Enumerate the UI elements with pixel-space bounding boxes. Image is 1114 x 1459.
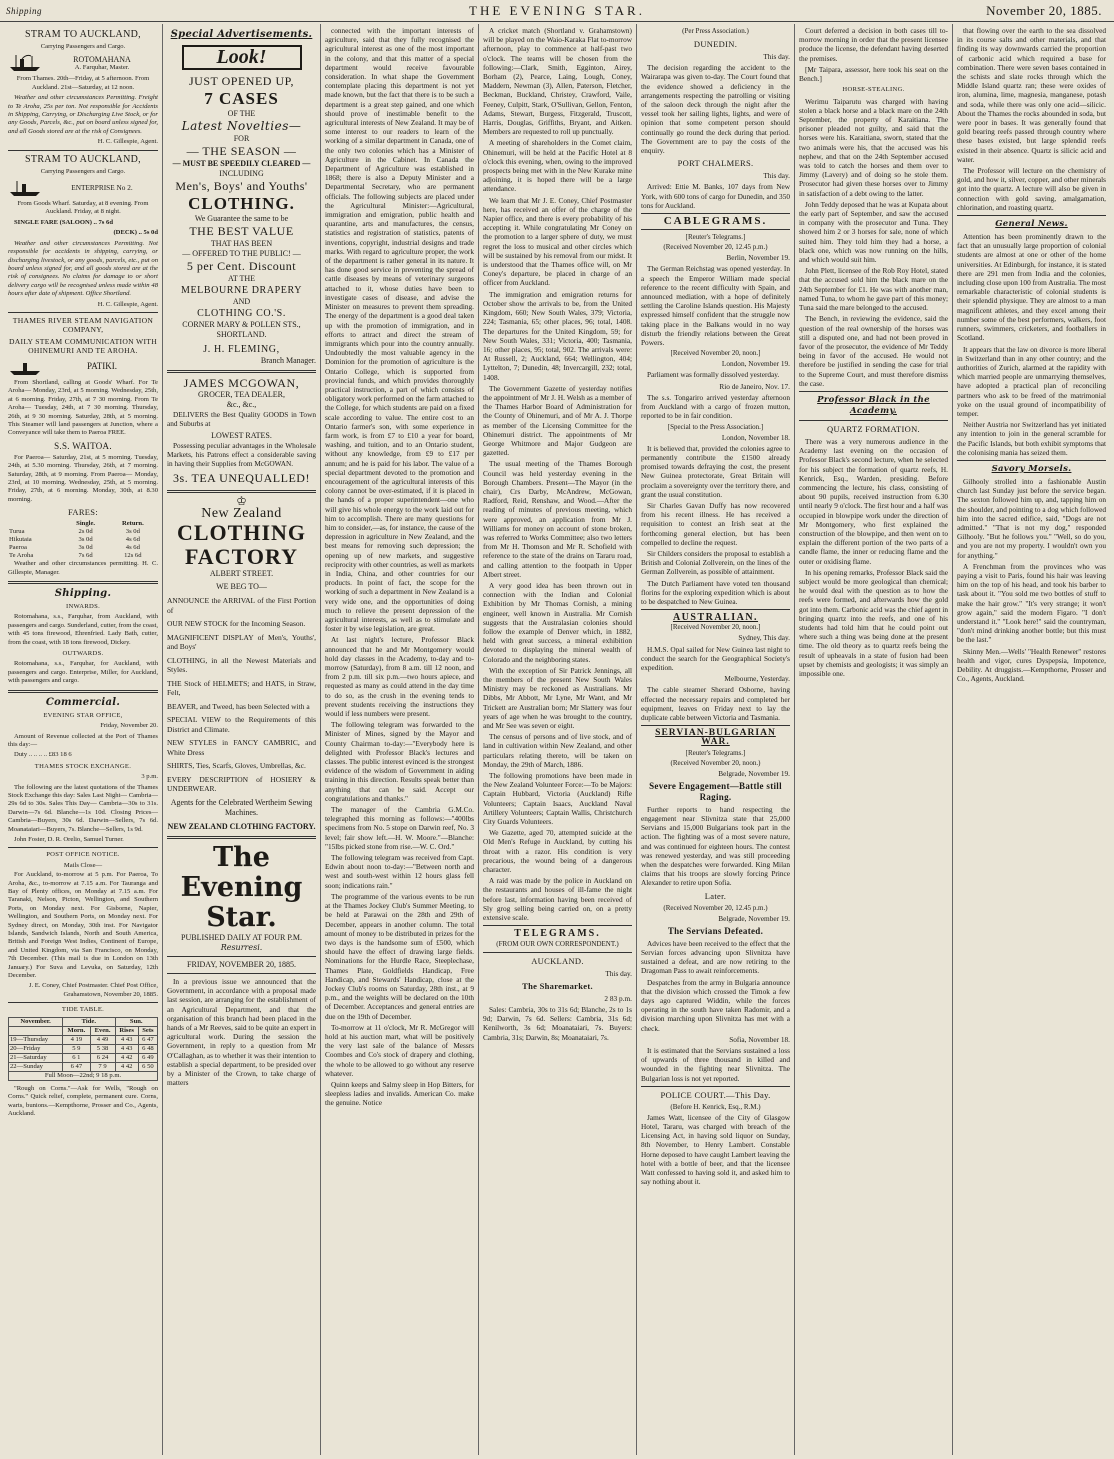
ship1-master: A. Farquhar, Master. <box>74 63 130 71</box>
inwards-heading: INWARDS. <box>65 603 101 611</box>
rough-on-corns: "Rough on Corns."—Ask for Wells, "Rough on Corns." Quick relief, complete, permanent cure. Corns, warts, bunions.—Kempthorne, Prosser and Co., Agents, Auckland. <box>8 1084 158 1117</box>
port-date: This day. <box>763 171 790 181</box>
article-text: connected with the important interests of agriculture, said that they fully recognised the agricultural interest as one of the most important in the colony, and that this matter of a special department would receive favourable consideration. In what shape the Government contemplate placing this department is not yet made known, but the fact that there is to be such a department is a great step gained, and one which should prove of inestimable benefit to the agricultural interests of New Zealand. It may be of some interest to our readers to learn of the working of a similar department in Canada, one of the only two colonies which has a Minister of Agriculture in the Cabinet. In Canada the Department of Agriculture was established in 1868; there is also a Deputy Minister and a Departmental Secretary, who are permanent officials. The following subjects are placed under the Agricultural Minister:—Agricultural, immigration and emigration, public health and quarantine, arts and manufactures, the census, statistics and registration of statistics, patents of inventions, copyright, industrial designs and trade marks. With regard to agriculture proper, the work of the department is rather general in its nature. It has done good service in preventing the spread of cattle diseases by means of veterinary surgeons attached to it, whose duties have been to investigate cases of disease, and advise the Minister on measures to prevent them spreading. The energy of the department is a good deal taken up with the promotion of immigration, and in efforts to attract and direct the stream of immigrants which pour into the country annually. Undoubtedly the most valuable agency in the Dominion for the promotion of agriculture is the Ontario College, which is supported from provincial funds, and which provides thoroughly practical instruction, a part of which consists of obligatory work performed on the farm attached to the College, for which students are paid on a fixed scale according to value. The entire cost to an Ontario farmer's son, with some experience in farm work, is from £7 to £10 a year for board, washing, and tuition, and to an Ontario student, without any knowledge, from £9 to £17 per annum; and he is paid for his labor. The value of a special department devoted to the promotion and encouragement of the agricultural interests of this colony cannot be over-estimated, if it is placed in the hands of a proper superintendent—one who will give his whole energy to the work laid out for him to accomplish. There are many questions for him to consider,—as, for instance, the cause of the depression in agriculture in New Zealand, and the best means for removing such depression; the opening up of new markets, and suggestive reciprocity with other countries, as well as markets in India, China, and other countries for our products. In point of fact, the scope for the working of such a department in New Zealand is a very wide one, and the opportunities of doing much to relieve the present depression of the agricultural interests, as well as to stimulate and foster it by wise legislation, are great. <box>325 26 474 634</box>
steamer-icon <box>8 53 42 73</box>
fares-col: Return. <box>121 520 144 528</box>
fares-table <box>8 520 158 560</box>
defeated-heading: The Servians Defeated. <box>667 925 764 936</box>
article-text: A meeting of shareholders in the Comet claim, Ohinemuri, will be held at the Pacific Hotel at 8 o'clock this evening, when, owing to the improved prospects being met with in the New Kurake mine adjoining, it is hoped there will be a large attendance. <box>483 138 632 194</box>
beg-item <box>167 596 316 615</box>
fares-cell: Paeroa <box>9 544 27 552</box>
beg-item <box>167 715 316 734</box>
stram-heading: STRAM TO AUCKLAND, <box>25 29 141 40</box>
office-text: Amount of Revenue collected at the Port of Thames this day:— <box>8 732 158 748</box>
fares-cell: 3s 0d <box>78 536 93 544</box>
guarantee-line: We Guarantee the same to be <box>194 214 289 224</box>
later-heading: Later. <box>704 890 727 901</box>
fleming: J. H. FLEMING, <box>203 344 280 356</box>
shipping-heading: Shipping. <box>54 588 112 600</box>
article-text: We Gazette, aged 70, attempted suicide at the Old Men's Refuge in Auckland, by cutting his throat with a razor. His condition is very precarious, the wound being of a dangerous character. <box>483 828 632 875</box>
cablegrams-heading: CABLEGRAMS. <box>663 215 768 228</box>
beg-item <box>167 775 316 794</box>
special-ads-heading: Special Advertisements. <box>170 29 313 40</box>
mcgowan: JAMES MCGOWAN, <box>183 376 300 391</box>
pa-heading: (Per Press Association.) <box>682 27 749 35</box>
tide-subcol: Rises <box>115 1026 138 1035</box>
commercial-heading: Commercial. <box>45 696 121 708</box>
exchange-heading: THAMES STOCK EXCHANGE. <box>34 762 132 770</box>
beg-item <box>167 679 316 698</box>
police-text: James Watt, licensee of the City of Glasgow Hotel, Tararu, was charged with breach of the Licensing Act, in having sold liquor on Sunday, 8th November, to Henry Lambert. Constable Horne deposed to have caught Lambert leaving the hotel with a bottle of beer, and that the licensee Watt confessed to having sold it, and asked him to say nothing about it. <box>641 1112 790 1187</box>
melbourne-text: The cable steamer Sherard Osborne, having effected the necessary repairs and completed her equipment, leaves on Friday next to lay the duplicate cable between Victoria and Tasmania. <box>641 685 790 722</box>
fares-cell: 7s 6d <box>78 552 93 560</box>
divider <box>8 150 158 151</box>
divider <box>167 973 316 974</box>
sydney-text: H.M.S. Opal sailed for New Guinea last night to conduct the search for the Geographical Society's expedition. <box>641 644 790 672</box>
tide-cell: 6 48 <box>138 1044 157 1053</box>
ship1-note: Weather and other circumstances Permitting. Freight to Te Aroha, 25s per ton. Not responsible for Accidents in Shipping, Carrying, or Discharging Live Stock, or for any Goods, Parcels, &c., put on board unless signed for, and all Goods stored are at the risk of Consignees. <box>8 94 158 135</box>
quartz-cont-text: The Professor will lecture on the chemistry of gold, and how it, silver, copper, and other minerals got into the quartz. A lecture will also be given in connection with gold saving, amalgamation, chlorination, and roasting quartz. <box>957 166 1106 212</box>
fare-line-1: SINGLE FARE (SALOON) .. 7s 6d <box>14 218 113 226</box>
fares-cell: 3s 0d <box>78 544 93 552</box>
sharemarket-text: Sales: Cambria, 30s to 31s 6d; Blanche, 2s to 1s 9d; Darwin, 7s 6d. Sellers: Cambria, 31s 6d; Kenilworth, 3s 6d; Moanataiari, 7s. Buyers: Cambria, 31s; Darwin, 8s; Moanataiari, 7s. <box>483 1004 632 1042</box>
ship3-text: From Shortland, calling at Goods' Wharf. For Te Aroha— Monday, 23rd, at 5 morning. Wednesday, 25th, at 6 morning. Friday, 27th, at 7 30 morning. From Te Aroha— Tuesday, 24th, at 7 30 morning. Thursday, 26th, at 9 30 morning. Saturday, 28th, at 5 morning. This Steamer will land passengers at Junction, where a Conveyance will take them to Paeroa FREE. <box>8 378 158 437</box>
beg-item-text: BEAVER, and Tweed, has been Selected with a <box>167 701 310 711</box>
port-heading: PORT CHALMERS. <box>677 158 754 169</box>
issue-date: FRIDAY, NOVEMBER 20, 1885. <box>187 959 296 969</box>
outwards-text: Rotomahana, s.s., Farquhar, for Auckland, with passengers and cargo. Enterprise, Miller, for Auckland, with passengers and cargo. <box>8 660 158 685</box>
tide-cell: 19—Thursday <box>9 1035 63 1044</box>
tide-cell: 4 42 <box>115 1062 138 1071</box>
page-columns <box>4 24 1110 1455</box>
outwards-heading: OUTWARDS. <box>62 650 104 658</box>
fares-cell: 4s 6d <box>125 544 140 552</box>
beg-item <box>167 633 316 652</box>
ship4-name: S.S. WAITOA. <box>54 440 112 451</box>
quartz-cont-text: that flowing over the earth to the sea dissolved in its course salts and other materials, and that finding its way downwards carried the proportion of carbonic acid which required a base for combination. There were seven bases contained in the schists and slate rocks through which the Middle Island quartz ran; these were oxides of iron, alumina, lime, magnesia, manganese, potash and soda, while there was only one acid—silicic. About the Thames the rocks abounded in soda, but were poor in bases. It was generally found that gold bearing reefs passed through country where these bases existed, but large splendid reefs existed in their absence. Quartz is silicic acid and water. <box>957 26 1106 164</box>
horse-text: John Teddy deposed that he was at Kupata about the early part of September, and saw the accused in company with the prosecutor and Tuna. They showed him 2 or 3 horses for sale, none of which suited him. They told him they had a horse, a black one, which was now running on the hills, and which would suit him. <box>799 199 948 265</box>
divider <box>483 925 632 926</box>
police-heading: POLICE COURT.—This Day. <box>660 1089 771 1100</box>
fares-heading: FARES: <box>68 507 98 518</box>
column-1 <box>4 24 162 1455</box>
divider <box>8 690 158 693</box>
auckland-date: This day. <box>605 968 632 978</box>
article-text: The following promotions have been made in the New Zealand Volunteer Force:—To be Majors: Captain Hubbard, Victoria (Auckland) Rifle Volunteers; Captain Isaacs, Auckland Naval Artillery Volunteers; Captain Wallis, Christchurch City Guards Volunteers. <box>483 771 632 827</box>
beg-item-text: EVERY DESCRIPTION of HOSIERY & UNDERWEAR. <box>167 774 316 794</box>
tide-cell: 4 42 <box>115 1053 138 1062</box>
season: — THE SEASON — <box>186 144 297 159</box>
fares-note: Weather and other circumstances permitting. H. C. Gillespie, Manager. <box>8 560 158 576</box>
severe-heading: Severe Engagement—Battle still Raging. <box>649 780 782 802</box>
duty-line: Duty .. .. .. .. £83 18 6 <box>14 751 72 759</box>
quartz-text: There was a very numerous audience in the Academy last evening on the occasion of Professor Black's second lecture, when he selected for his subject the formation of quartz reefs, H. Kenrick, Esq., Warden, presiding. Before commencing the lecture, his class, consisting of about 90 pupils, received instruction from 6.30 until nearly 9 o'clock. The first hour and a half was occupied in blowpipe work under the direction of Mr Montgomery, who first explained the construction of the blowpipe, and then went on to explain the different portion of the two parts of a candle flame, the inner or reducing flame and the outer or oxidising flame. <box>799 436 948 566</box>
cable-sub: [Reuter's Telegrams.] <box>685 233 746 242</box>
london-text: Parliament was formally dissolved yesterday. <box>647 370 780 380</box>
masthead <box>0 0 1114 22</box>
australian-heading: AUSTRALIAN. <box>672 612 759 624</box>
tide-table <box>8 1017 158 1081</box>
beg-item-text: OUR NEW STOCK for the Incoming Season. <box>167 619 306 629</box>
including: INCLUDING <box>219 169 264 179</box>
horse-text: The Bench, in reviewing the evidence, said the question of the real ownership of the horses was still a disputed one, and had not been proved in favor of the prosecutor, the evidence of Mr Teddy being in favor of the accused. He would not therefore be justified in sending the case for trial to the Supreme Court, and must therefore dismiss the case. <box>799 314 948 388</box>
beg-item <box>167 656 316 675</box>
divider <box>957 460 1106 461</box>
column-4 <box>478 24 636 1455</box>
general-news-heading: General News. <box>995 219 1068 230</box>
horse-heading: HORSE-STEALING. <box>842 86 905 94</box>
article-text: The following telegram was forwarded to the Minister of Mines, signed by the Mayor and County Chairman to-day:—"Everybody here is delighted with Professor Black's lectures and classes. The public interest evinced is the strongest evidence of the wisdom of Government in aiding training in this direction. Results speak better than anything that can be said. Accept our congratulations and thanks." <box>325 720 474 803</box>
article-text: The following telegram was received from Capt. Edwin about noon to-day:—"Between north and west and south-west within 12 hours glass fell soon; indications rain." <box>325 853 474 890</box>
corner-address: CORNER MARY & POLLEN STS., SHORTLAND. <box>182 320 301 340</box>
tide-subcol <box>9 1026 63 1035</box>
london2-text: It is believed that, provided the colonies agree to permanently contribute the £1500 already promised towards defraying the cost, the present New Guinea protectorate, Great Britain will proclaim a sovereignty over the territory there, and grant the usual constitution. <box>641 443 790 499</box>
cases-count: 7 CASES <box>204 89 279 109</box>
rio-text: The s.s. Tongariro arrived yesterday afternoon from Auckland with a cargo of frozen mutton, reported to be in fair condition. <box>641 392 790 421</box>
savory-text: A Frenchman from the provinces who was paying a visit to Paris, found his hair was leaving him on the top of his head, and took his barber to task about it. "You sold me two bottles of stuff to make the hair grow." "It's very strange; it won't grow again," said the modern Figaro. "I don't understand it." "Look here!" said the countryman, "don't mind drinking another bottle; but this must be the last." <box>957 561 1106 645</box>
fares-row <box>8 536 158 544</box>
tide-cell: 4 49 <box>90 1035 115 1044</box>
aus-received: [Received November 20, noon.] <box>670 623 761 632</box>
general-text: Neither Austria nor Switzerland has yet initiated any intention to join in the general scramble for the Pacific Islands, but both exhibit symptoms that the colonising mania has seized them. <box>957 420 1106 457</box>
of-the: OF THE <box>227 109 256 119</box>
tide-moon: Full Moon—22nd; 9 18 p.m. <box>9 1071 158 1080</box>
divider <box>8 581 158 584</box>
look-badge: Look! <box>182 45 302 70</box>
tide-cell: 4 43 <box>115 1044 138 1053</box>
column-5 <box>636 24 794 1455</box>
divider <box>167 490 316 493</box>
tide-cell: 6 47 <box>138 1035 157 1044</box>
divider <box>641 1086 790 1087</box>
police-sub: (Before H. Kenrick, Esq., R.M.) <box>670 1102 761 1111</box>
tide-row <box>9 1053 158 1062</box>
fares-cell: Hikutaia <box>9 536 32 544</box>
branch-manager: Branch Manager. <box>260 356 316 366</box>
auckland-heading: AUCKLAND. <box>531 955 584 966</box>
article-text: A very good idea has been thrown out in connection with the Indian and Colonial Exhibition by Mr Thomas Cornish, a mining engineer, well known in Australia. Mr Cornish suggests that the Australasian colonies should follow the example of Denver which, in 1882, held with great success, a mineral exhibition devoted to displaying the mineral wealth of Colorado and the neighboring states. <box>483 580 632 664</box>
fares-col <box>8 520 64 528</box>
london-dateline: London, November 19. <box>721 359 790 369</box>
beg-item-text: CLOTHING, in all the Newest Materials and Styles. <box>167 655 316 675</box>
tide-col: November. <box>9 1017 63 1026</box>
divider <box>8 847 158 848</box>
tide-cell: 7 9 <box>90 1062 115 1071</box>
resurresi: Resurresi. <box>220 942 263 952</box>
general-text: It appears that the law on divorce is more liberal in Switzerland than in any other country; and the authorities of Zurich, alarmed at the rapidity with which married people are unmarrying themselves, have adopted a practical plan of reconciling partners who ask to be freed of the matrimonial yoke on the usual ground of incompatibility of temper. <box>957 344 1106 418</box>
sydney-dateline: Sydney, This day. <box>738 633 790 643</box>
post-sign: J. E. Coney, Chief Postmaster. Chief Post Office, Grahamstown, November 20, 1885. <box>28 982 158 998</box>
evening-star-logo: The Evening Star. <box>180 841 303 933</box>
beg-item-text: SPECIAL VIEW to the Requirements of this District and Climate. <box>167 715 316 734</box>
drapery-1: MELBOURNE DRAPERY <box>180 285 303 297</box>
belgrade-dateline: Belgrade, November 19. <box>718 768 790 778</box>
ship-row <box>8 357 158 377</box>
sofia-dateline: Sofia, November 18. <box>729 1034 790 1044</box>
tide-cell: 6 1 <box>63 1053 90 1062</box>
agents-line: Agents for the Celebrated Wertheim Sewing Machines. <box>170 797 313 817</box>
london3-text: Sir Charles Gavan Duffy has now recovered from his recent illness. He has received a requisition to contest an Irish seat at the forthcoming general election, but has been compelled to decline the request. <box>641 500 790 547</box>
dunedin-heading: DUNEDIN. <box>693 39 738 49</box>
fares-col: Single. <box>76 520 96 528</box>
divider <box>8 312 158 313</box>
beg-item <box>167 761 316 771</box>
tea-unequalled: 3s. TEA UNEQUALLED! <box>173 471 310 486</box>
at-the: AT THE <box>227 274 256 284</box>
column-2 <box>162 24 320 1455</box>
exchange-text: The following are the latest quotations of the Thames Stock Exchange this day: Sales Last Night— Cambria—29s 6d to 30s. Sales This Day— Cambria—30s to 31s. Darwin—7s 6d. Blanche—1s 10d. Closing Prices— Cambria—Buyers, 30s 6d. Darwin—Sellers, 7s 6d. Moanataiari—Buyers, 7s. Blanche—Sellers, 1s 9d. <box>8 783 158 833</box>
mens-line: Men's, Boys' and Youths' <box>175 179 308 194</box>
fares-cell: 3s 0d <box>125 528 140 536</box>
stram2-sub: Carrying Passengers and Cargo. <box>40 167 126 175</box>
fares-row <box>8 552 158 560</box>
column-6 <box>794 24 952 1455</box>
ship2-note: Weather and other circumstances Permitting. Not responsible for accidents in shipping, carrying, or discharging livestock, or any goods, parcels, etc., put on board unless signed for, and all goods stored are at the risk of consignees. No claims for damage to or short delivery cargo will be recognised unless made within 48 hours after date of shipment. Office Shortland. <box>8 239 158 298</box>
fare-line-2: (DECK) .. 5s 0d <box>113 229 158 237</box>
london-received: [Received November 20, noon.] <box>670 349 761 358</box>
column-3 <box>320 24 478 1455</box>
belgrade2-dateline: Belgrade, November 19. <box>718 913 790 923</box>
offered: — OFFERED TO THE PUBLIC! — <box>182 249 301 259</box>
war-sub: [Reuter's Telegrams.] <box>685 748 746 757</box>
possessing: Possessing peculiar advantages in the Wholesale Markets, his Patrons effect a considerable saving in having their Supplies from McGOWAN. <box>167 440 316 469</box>
ship4-text: For Paeroa— Saturday, 21st, at 5 morning. Tuesday, 24th, at 5.30 morning. Thursday, 26th, at 7 morning. Saturday, 28th, at 9 morning. From Paeroa— Monday, 23rd, at 10 morning. Wednesday, 25th, at 5 morning. Friday, 27th, at 6 morning. Monday, 30th, at 8.30 morning. <box>8 453 158 503</box>
horse-text: John Plett, licensee of the Rob Roy Hotel, stated that the accused sold him the black mare on the 24th September for £1. He was with another man, named Tuna, to whom he gave part of this money; Tuna said the mare belonged to the accused. <box>799 266 948 313</box>
london4-text: Sir Childers considers the proposal to establish a British and Colonial Zollverein, on the lines of the German Zollverein, as possible of attainment. <box>641 548 790 577</box>
crown-icon: ♔ <box>236 494 247 509</box>
fares-row <box>8 544 158 552</box>
clothing-factory-title: CLOTHING FACTORY <box>176 520 307 570</box>
cable-received: (Received November 20, 12.45 p.m.) <box>663 243 768 252</box>
inwards-text: Rotomahana, s.s., Farquhar, from Auckland, with passengers and cargo. Sunderland, cutter, from the coast, with 45 tons firewood, Ehrenfried. Lady Bath, cutter, from the coast, with 18 tons firewood, Dickey. <box>8 613 158 646</box>
divider <box>483 952 632 953</box>
general-text: Attention has been prominently drawn to the fact that an unusually large proportion of colonial students are almost at one or other of the home universities. At Edinburgh, for instance, it is stated there are 291 men from India and the colonies, including close upon 100 from Australia. The most remarkable characteristic of colonial students is their splendid physique. They are almost to a man magnificent athletes, and they excel among their number some of the best performers, walkers, foot runners, swimmers, cricketers, and footballers in Scotland. <box>957 232 1106 343</box>
court-text: Court deferred a decision in both cases till to-morrow morning in order that the present licensee produce the license, the defendant having deserted the premises. <box>799 26 948 63</box>
article-text: A raid was made by the police in Auckland on the restaurants and houses of ill-fame the night before last, information having been received of Sly grog selling being carried on, on a pretty extensive scale. <box>483 876 632 923</box>
tide-col: Tide. <box>63 1017 115 1026</box>
article-text: With the exception of Sir Patrick Jennings, all the members of the present New South Wales Ministry may be reckoned as Australians. Mr Dibbs, Mr Abbott, Mr Lyne, Mr Want, and Mr Trickett are Australian born; Mr Slattery was four years of age when he was brought to the country, and Mr See was seven or eight. <box>483 665 632 731</box>
albert-street: ALBERT STREET. <box>209 569 274 579</box>
lowest-rates: LOWEST RATES. <box>211 430 272 440</box>
war-heading: SERVIAN-BULGARIAN WAR. <box>655 728 776 748</box>
fares-cell: 2s 0d <box>78 528 93 536</box>
tide-cell: 20—Friday <box>9 1044 63 1053</box>
divider <box>8 1002 158 1003</box>
and-label: AND <box>232 297 251 307</box>
fares-header-row <box>8 520 158 528</box>
just-opened: JUST OPENED UP, <box>189 74 294 89</box>
defeated-text: Advices have been received to the effect that the Servian forces advancing upon Slivnitza have sustained a defeat, and are now retiring to the Dragoman Pass to await reinforcements. <box>641 938 790 976</box>
war-received: (Received November 20, noon.) <box>670 758 761 767</box>
divider <box>641 229 790 230</box>
quartz-text: In his opening remarks, Professor Black said the subject would be more geological than chemical; he would deal with the question as to how the reefs were formed, and afterwards how the gold got into them. Carbonic acid was the chief agent in bringing quartz into the reefs, and one of his students had told him that he could point out where such a thing was being done at the present time. The old theory as to quartz reefs being the result of upheavals in a state of fusion had been upset by chemists and geologists; it was simply an impossible one. <box>799 567 948 678</box>
thames-heading: THAMES RIVER STEAM NAVIGATION COMPANY, <box>12 315 154 334</box>
for-label: FOR <box>233 134 250 144</box>
post-sub: Mails Close— <box>63 861 103 869</box>
post-heading: POST OFFICE NOTICE. <box>46 851 120 859</box>
fares-cell: Turua <box>9 528 25 536</box>
has-been: THAT HAS BEEN <box>210 239 273 249</box>
ship2-name: ENTERPRISE No 2. <box>71 183 133 193</box>
article-text: The usual meeting of the Thames Borough Council was held yesterday evening in the Borough Chambers. Present—The Mayor (in the chair), Crs Darby, McAndrew, McGowan, Radford, Reid, Renshaw, and Wood.—After the reading of minutes of previous meeting, which were approved, an application from Mr J. Williams for money on account of stone broken, was referred to Works Committee; also two letters from Mr H. Thomson and Mr R. Schofield with reference to the state of the drains on Tararu road, and calling attention to the footpath in Upper Albert street. <box>483 459 632 579</box>
tide-heading: TIDE TABLE. <box>61 1006 105 1014</box>
war-text: Further reports to hand respecting the engagement near Slivnitza state that 25,000 Servians and 15,000 Bulgarians took part in the action. The fighting was of a most severe nature, and was continued for eighteen hours. The contest was renewed yesterday, and was still proceeding when the despatches were forwarded. King Milan claims that his troops are slowly forcing Prince Alexander to retire upon Sofia. <box>641 804 790 888</box>
divider <box>641 213 790 214</box>
grocer: GROCER, TEA DEALER, <box>198 390 285 400</box>
we-beg: WE BEG TO— <box>216 582 267 592</box>
article-text: The Government Gazette of yesterday notifies the appointment of Mr J. H. Welsh as a member of the Thames Harbor Board of Administration for the County of Ohinemuri, and of Mr A. J. Thorpe as member of the Licensing Committee for the Ohinemuri district. The appointments of Mr George Whitmore and Major Gudgeon are gazetted. <box>483 383 632 458</box>
etc-line: &c., &c., <box>226 400 257 410</box>
steamer-icon <box>8 357 42 377</box>
tide-row <box>9 1044 158 1053</box>
beg-item-text: ANNOUNCE the ARRIVAL of the First Portion of <box>167 596 316 615</box>
divider <box>167 370 316 373</box>
tide-cell: 5 9 <box>63 1044 90 1053</box>
masthead-title: THE EVENING STAR. <box>469 2 645 18</box>
ship-row <box>8 53 158 73</box>
berlin-dateline: Berlin, November 19. <box>726 253 790 263</box>
tide-cell: 6 50 <box>138 1062 157 1071</box>
fares-cell: 4s 6d <box>125 536 140 544</box>
horse-text: Werimu Taiparutu was charged with having stolen a black horse and a black mare on the 24th September, the property of Karaitiana. The prisoner pleaded not guilty, and said that the horses were his. Karaitiana, sworn, stated that the two animals were his, that the accused was his nephew, and that on the 24th September accused was told to catch the horses and them over to Jimmy (Lavery) and of doing so he stole them. Prosecutor had given these horses over to Jimmy in satisfaction of a debt owing to the latter. <box>799 96 948 198</box>
beg-item-text: SHIRTS, Ties, Scarfs, Gloves, Umbrellas, &c. <box>167 761 306 771</box>
tide-cell: 6 49 <box>138 1053 157 1062</box>
tide-subcol: Morn. <box>63 1026 90 1035</box>
beg-list <box>167 596 316 794</box>
melbourne-dateline: Melbourne, Yesterday. <box>724 674 790 684</box>
tide-subcol: Sets <box>138 1026 157 1035</box>
article-text: The census of persons and of live stock, and of land in cultivation within New Zealand, and other particulars relating thereto, will be taken on Monday, the 29th of March, 1886. <box>483 732 632 769</box>
court-note: [Mr Taipara, assessor, here took his seat on the Bench.] <box>799 64 948 84</box>
divider <box>167 836 316 839</box>
belgrade3-text: Despatches from the army in Bulgaria announce that the division which crossed the Timok a few days ago captured Widdin, while the forces operating in the south have taken Radomir, and a division marching upon Slivnitza has met with a check. <box>641 977 790 1033</box>
professor-black-heading: Professor Black in the Academy. <box>817 394 930 416</box>
cleared: — MUST BE SPEEDILY CLEARED — <box>172 159 311 169</box>
rio-dateline: Rio de Janeiro, Nov. 17. <box>719 381 790 391</box>
port-text: Arrived: Ettie M. Banks, 107 days from New York, with 600 tons of cargo for Dunedin, and 350 tons for Auckland. <box>641 182 790 210</box>
london2-dateline: London, November 18. <box>721 432 790 442</box>
beg-item-text: MAGNIFICENT DISPLAY of Men's, Youths', and Boys' <box>167 632 316 652</box>
published-line: PUBLISHED DAILY AT FOUR P.M. <box>181 932 302 942</box>
divider <box>167 956 316 957</box>
masthead-left: Shipping <box>6 5 43 16</box>
tide-cell: 6 47 <box>63 1062 90 1071</box>
tide-cell: 22—Sunday <box>9 1062 63 1071</box>
best-value: THE BEST VALUE <box>189 224 294 239</box>
ship1-name: ROTOMAHANA <box>73 54 131 64</box>
column-7 <box>952 24 1110 1455</box>
ship-row <box>8 178 158 198</box>
beg-item-text: NEW STYLES in FANCY CAMBRIC, and White Dress <box>167 738 316 757</box>
post-text: For Auckland, to-morrow at 5 p.m. For Paeroa, To Aroha, &c., to-morrow at 7.15 a.m. For Tauranga and Bay of Plenty offices, on Monday at 7.15 a.m. For Taranaki, Nelson, Picton, Wellington, and Southern Ports, on Monday next. For Gisborne, Napier, Wellington, and Southern Ports, on Monday next. For Sydney direct, on Monday, 30th inst. For Navigator Islands, Sandwich Islands, North and South America, British and Foreign West Indies, Continent of Europe, and United Kingdom, via San Francisco, on Monday, 7th December. (This mail is due in London on 13th January.) For Suva and Levuka, on Saturday, 12th December. <box>8 871 158 980</box>
sofia-text: It is estimated that the Servians sustained a loss of upwards of three thousand in killed and wounded in the fighting near Slivnitza. The Bulgarian loss is not yet reported. <box>641 1046 790 1083</box>
exchange-time: 3 p.m. <box>141 773 158 781</box>
factory-footer: NEW ZEALAND CLOTHING FACTORY. <box>167 821 316 831</box>
beg-item-text: THE Stock of HELMETS; and HATS, in Straw, Felt, <box>167 678 316 698</box>
masthead-date: November 20, 1885. <box>986 2 1102 18</box>
tide-cell: 4 19 <box>63 1035 90 1044</box>
article-text: The immigration and emigration returns for October show the arrivals to be, from the United Kingdom, 660; New South Wales, 379; Victoria, 224; Tasmania, 65; other places, 96; total, 1408. The departures for the United Kingdom, 59; for New South Wales, 331; Victoria, 400; Tasmania, 16; other places, 95; total, 902. The arrivals were: At Russell, 2; Auckland, 664; Wellington, 404; Lyttelton, 7; Dunedin, 48; Invercargill, 232; total, 1408. <box>483 289 632 382</box>
special-heading: [Special to the Press Association.] <box>667 422 764 431</box>
tide-cell: 4 43 <box>115 1035 138 1044</box>
sharemarket-heading: The Sharemarket. <box>522 980 593 991</box>
skinny-men-ad: Skinny Men.—Wells' "Health Renewer" restores health and vigor, cures Dyspepsia, Impotence, Debility. At druggists.—Kempthorne, Prosser and Co., Agents, Auckland. <box>957 646 1106 684</box>
fares-row <box>8 528 158 536</box>
london5-text: The Dutch Parliament have voted ten thousand florins for the exploring expedition which is about to be despatched to New Guinea. <box>641 578 790 606</box>
discount: 5 per Cent. Discount <box>186 259 297 274</box>
latest-novelties: Latest Novelties— <box>181 119 302 134</box>
later-received: (Received November 20, 12.45 p.m.) <box>663 903 768 912</box>
tide-row <box>9 1062 158 1071</box>
savory-text: Gilhooly strolled into a fashionable Austin church last Sunday just before the service began. The sexton followed him up, and, tapping him on the shoulder, and pointing to a dog which followed him into the sacred edifice, said, "Dogs are not admitted." "That is not my dog," responded Gilhooly. "But he follows you." "Well, so do you, and you are not my property. I wouldn't own you for anything." <box>957 476 1106 560</box>
article-text: A cricket match (Shortland v. Grahamstown) will be played on the Waio-Karaka Flat to-morrow afternoon, play to commence at half-past two o'clock. The teams will be chosen from the following:—Clark, Smith, Egginton, Airey, Borham (2), Pearce, Laing, Lough, Coney, Maddern, Newman (3), Allen, Paterson, Fletcher, Beckman, Buckland, Christey, Crawford, Vaile, Feeney, Culpitt, Stark, O'Sullivan, Gellon, Fenton, Adams, Stewart, Burgess, Fitzgerald, Truscott, Harris, Douglas, Griffiths, Bryant, and Aitken. Members are requested to roll up punctually. <box>483 26 632 137</box>
article-text: At last night's lecture, Professor Black announced that he and Mr Montgomery would hold day classes in the Academy, to-day and to-morrow (Saturday), from 8 a.m. till 12 noon, and from 2 p.m. till six p.m.—two hours apiece, and requested as many as could attend in the day time to do so, as the crush in the evening tends to prevent students receiving the instructions they would if less numbers were present. <box>325 635 474 719</box>
article-text: The programme of the various events to be run at the Thames Jockey Club's Summer Meeting, to be held at Parawai on the 28th and 29th of December, appears in another column. The total amount of money to be distributed in prizes for the two days is the handsome sum of £500, which should have the effect of drawing large fields. Nominations for the Hurdle Race, Steeplechase, Thames Plate, Goldfields Handicap, Free Handicap, and Stewards' Handicap, close at the Jockey Club's rooms on Saturday, 28th inst., at 9 p.m., and the weights will be declared on the 10th of December. Acceptances and general entries are due on the 19th of December. <box>325 891 474 1021</box>
tide-cell: 5 38 <box>90 1044 115 1053</box>
stram-sub: Carrying Passengers and Cargo. <box>40 43 126 50</box>
dunedin-text: The decision regarding the accident to the Wairarapa was given to-day. The Court found that the evidence showed a deficiency in the arrangements respecting the patrolling or visiting of the saloon deck through the night after the vessel took her sailing lights, lights, and were of opinion that some competent person should continually go round the deck during that period. The Government are to pay the costs of the enquiry. <box>641 63 790 156</box>
tide-col: Sun. <box>115 1017 157 1026</box>
clothing-line: CLOTHING. <box>188 194 295 214</box>
ship1-agent: H. C. Gillespie, Agent. <box>97 138 158 146</box>
article-text: The manager of the Cambria G.M.Co. telegraphed this morning as follows:—"400lbs specimens from No. 5 stope on Darwin reef, No. 3 level; fair show left.—H. W. Moore."—Blanche: "15lbs picked stone from rise.—W. C. Ord." <box>325 805 474 851</box>
stram2-heading: STRAM TO AUCKLAND, <box>25 153 141 165</box>
divider <box>957 215 1106 216</box>
tide-cell: 21—Saturday <box>9 1053 63 1062</box>
tide-header-row <box>9 1017 158 1026</box>
tide-moon-row <box>9 1071 158 1080</box>
article-text: To-morrow at 11 o'clock, Mr R. McGregor will hold at his auction mart, what will be positively the very last sale of the balance of Messrs Coombes and Co's stock of drapery and clothing, the whole to be allowed to go without any reserve whatever. <box>325 1022 474 1078</box>
daily-heading: DAILY STEAM COMMUNICATION WITH OHINEMURI AND TE AROHA. <box>8 336 158 355</box>
office-date: Friday, November 20. <box>100 722 158 730</box>
dunedin-date: This day. <box>763 52 790 61</box>
tide-subcol: Even. <box>90 1026 115 1035</box>
beg-item <box>167 702 316 712</box>
tide-sub-row <box>9 1026 158 1035</box>
ship2-schedule: From Goods Wharf. Saturday, at 8 evening. From Auckland. Friday, at 8 night. <box>17 200 149 216</box>
savory-morsels-heading: Savory Morsels. <box>991 463 1072 474</box>
berlin-text: The German Reichstag was opened yesterday. In a speech the Emperor William made special reference to the recent difficulty with Spain, and announced mediation, with a hope of definitely settling the Caroline Islands question. His Majesty expressed himself confident that the struggle now taking place in the Balkans would in no way disturb the friendly relations between the Great Powers. <box>641 264 790 348</box>
quartz-heading: QUARTZ FORMATION. <box>827 423 920 434</box>
delivers: DELIVERS the Best Quality GOODS in Town and Suburbs at <box>167 410 316 429</box>
fares-cell: 12s 6d <box>124 552 142 560</box>
beg-item <box>167 738 316 757</box>
nz-title: New Zealand <box>201 506 282 522</box>
sharemarket-time: 2 83 p.m. <box>604 993 632 1003</box>
article-text: Quinn keeps and Salmy sleep in Hop Bitters, for sleepless ladies and invalids. American Co. make the genuine. Notice <box>325 1079 474 1108</box>
telegrams-heading: TELEGRAMS. <box>514 928 601 940</box>
beg-item <box>167 619 316 629</box>
tide-cell: 6 24 <box>90 1053 115 1062</box>
divider <box>641 609 790 610</box>
leader-text: In a previous issue we announced that the Government, in accordance with a proposal made last session, are arranging for the establishment of an Agricultural Department, and that the organisation of this branch had been placed in the hands of a Mr Reeves, said to be quite an expert in agricultural work. During the session the Government, in reply to a question from Mr O'Callaghan, as to whether it was their intention to establish a special department, to be presided over by a Minister of the Crown, to take charge of matters <box>167 976 316 1088</box>
divider <box>799 420 948 421</box>
divider <box>799 391 948 392</box>
article-text: We learn that Mr J. E. Coney, Chief Postmaster here, has received an offer of the charge of the Napier office, and there is every probability of his accepting it. While congratulating Mr Coney on the promotion to a larger sphere of duty, we must regret the loss to musical and other circles which will be sustained by his removal from our midst. It is understood that the Thames office will, on Mr Coney's departure, be placed in charge of an officer from Auckland. <box>483 195 632 288</box>
divider <box>641 725 790 726</box>
ship3-name: PATIKI. <box>87 361 117 372</box>
tide-row <box>9 1035 158 1044</box>
steamer-icon <box>8 178 42 198</box>
exchange-sign: John Foster, D. R. Orelio, Samuel Turner. <box>14 835 124 843</box>
ship2-agent: H. C. Gillespie, Agent. <box>97 300 158 308</box>
fares-cell: Te Aroha <box>9 552 34 560</box>
ship1-schedule: From Thames. 20th—Friday, at 5 afternoon. From Auckland. 21st—Saturday, at 12 noon. <box>16 75 150 91</box>
drapery-2: CLOTHING CO.'S. <box>197 308 286 320</box>
telegrams-sub: (FROM OUR OWN CORRESPONDENT.) <box>496 939 619 948</box>
office-heading: EVENING STAR OFFICE, <box>43 711 123 719</box>
